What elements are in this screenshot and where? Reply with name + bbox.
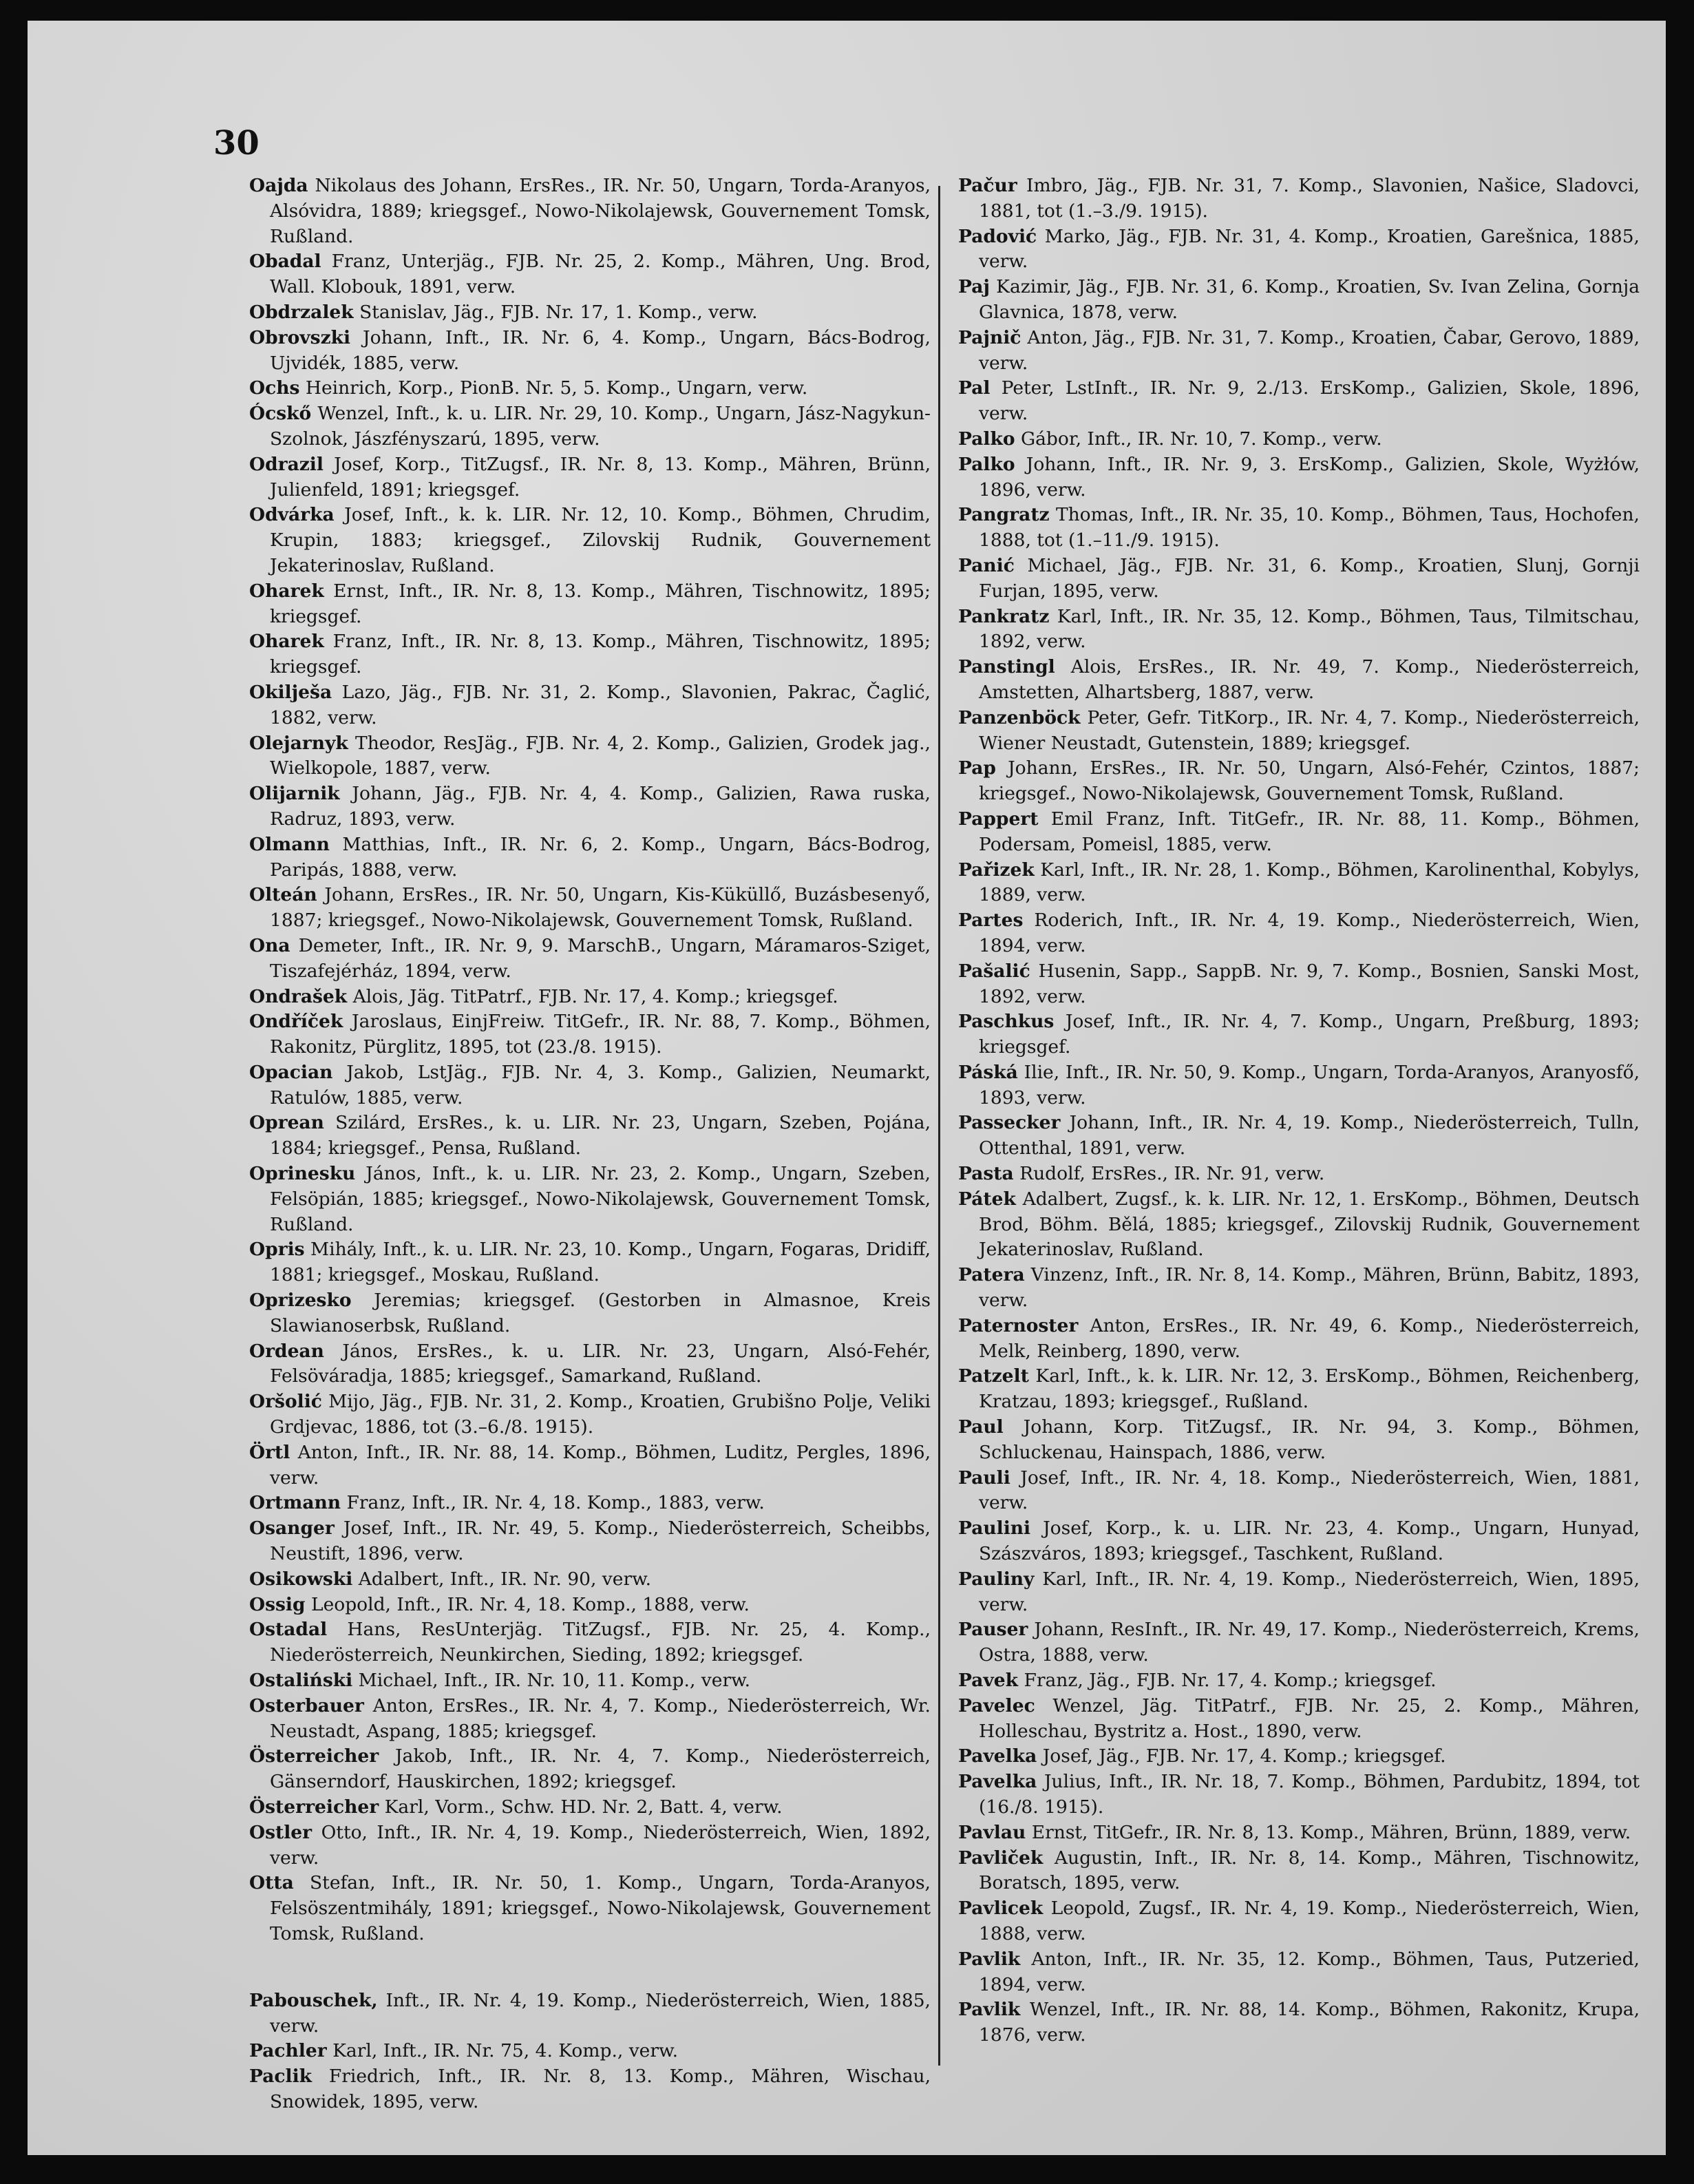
register-entry — [958, 427, 1640, 452]
entry-surname: Pařizek — [958, 859, 1035, 881]
register-entry — [958, 452, 1640, 503]
entry-surname: Obdrzalek — [249, 301, 354, 323]
entry-surname: Olteán — [249, 884, 317, 906]
right-column — [958, 174, 1640, 2048]
entry-surname: Ostadal — [249, 1619, 328, 1641]
register-entry — [958, 1567, 1640, 1618]
entry-surname: Passecker — [958, 1112, 1061, 1134]
register-entry — [249, 1339, 931, 1390]
register-entry — [958, 376, 1640, 427]
register-entry — [249, 1795, 931, 1820]
entry-details: Imbro, Jäg., FJB. Nr. 31, 7. Komp., Slavonien, Našice, Sladovci, 1881, tot (1.–3./9. 1915). — [979, 175, 1640, 222]
register-entry — [249, 832, 931, 883]
register-entry — [249, 1060, 931, 1111]
entry-details: Theodor, ResJäg., FJB. Nr. 4, 2. Komp., Galizien, Grodek jag., Wielkopole, 1887, verw. — [270, 732, 931, 779]
entry-details: Karl, Inft., IR. Nr. 28, 1. Komp., Böhmen, Karolinenthal, Kobylys, 1889, verw. — [979, 859, 1640, 906]
entry-surname: Partes — [958, 910, 1024, 932]
entry-details: Friedrich, Inft., IR. Nr. 8, 13. Komp., Mähren, Wischau, Snowidek, 1895, verw. — [270, 2066, 931, 2112]
entry-surname: Panstingl — [958, 656, 1055, 678]
register-entry — [249, 376, 931, 401]
entry-surname: Paschkus — [958, 1011, 1055, 1033]
register-entry — [249, 985, 931, 1010]
entry-surname: Pavlik — [958, 1948, 1021, 1970]
register-entry — [958, 1263, 1640, 1314]
entry-details: Inft., IR. Nr. 4, 19. Komp., Niederösterreich, Wien, 1885, verw. — [270, 1989, 931, 2037]
register-entry — [249, 1389, 931, 1440]
entry-details: Franz, Inft., IR. Nr. 8, 13. Komp., Mähren, Tischnowitz, 1895; kriegsgef. — [270, 631, 931, 678]
register-entry — [958, 1111, 1640, 1162]
entry-details: Peter, LstInft., IR. Nr. 9, 2./13. ErsKomp., Galizien, Skole, 1896, verw. — [979, 377, 1640, 425]
entry-surname: Padović — [958, 225, 1037, 247]
entry-surname: Odrazil — [249, 453, 324, 475]
register-entry — [249, 1694, 931, 1745]
entry-surname: Oprizesko — [249, 1290, 352, 1312]
entry-surname: Paclik — [249, 2066, 313, 2088]
entry-surname: Pačur — [958, 175, 1017, 196]
entry-surname: Pavelka — [958, 1745, 1037, 1767]
register-entry — [249, 1871, 931, 1946]
entry-details: Jaroslaus, EinjFreiw. TitGefr., IR. Nr. 88, 7. Komp., Böhmen, Rakonitz, Pürglitz, 1895, tot (23./8. 1915). — [270, 1011, 931, 1058]
entry-surname: Pauliny — [958, 1568, 1035, 1590]
entry-surname: Paulini — [958, 1518, 1031, 1540]
entry-surname: Patzelt — [958, 1365, 1029, 1387]
register-entry — [958, 1770, 1640, 1820]
page-scan — [28, 21, 1666, 2155]
register-entry — [249, 1516, 931, 1567]
entry-details: Mihály, Inft., k. u. LIR. Nr. 23, 10. Komp., Ungarn, Fogaras, Dridiff, 1881; kriegsgef., Moskau, Rußland. — [270, 1239, 931, 1286]
entry-details: Peter, Gefr. TitKorp., IR. Nr. 4, 7. Komp., Niederösterreich, Wiener Neustadt, Gutenstein, 1889; kriegsgef. — [979, 706, 1640, 754]
entry-surname: Páská — [958, 1061, 1018, 1083]
entry-surname: Pajnič — [958, 326, 1021, 348]
register-entry — [958, 1009, 1640, 1060]
entry-details: Josef, Korp., TitZugsf., IR. Nr. 8, 13. Komp., Mähren, Brünn, Julienfeld, 1891; kriegsgef. — [270, 453, 931, 501]
page-number: 30 — [213, 124, 260, 162]
register-entry — [958, 1162, 1640, 1187]
entry-details: Karl, Inft., IR. Nr. 75, 4. Komp., verw. — [332, 2040, 678, 2062]
register-entry — [249, 2039, 931, 2064]
entry-surname: Palko — [958, 453, 1015, 475]
register-entry — [249, 1491, 931, 1516]
register-entry — [958, 1364, 1640, 1415]
entry-details: Johann, Inft., IR. Nr. 9, 3. ErsKomp., Galizien, Skole, Wyżłów, 1896, verw. — [979, 453, 1640, 501]
entry-surname: Olejarnyk — [249, 732, 348, 754]
register-entry — [249, 326, 931, 377]
register-entry — [958, 858, 1640, 909]
entry-surname: Opacian — [249, 1061, 333, 1083]
entry-details: Julius, Inft., IR. Nr. 18, 7. Komp., Böhmen, Pardubitz, 1894, tot (16./8. 1915). — [979, 1771, 1640, 1818]
entry-details: Nikolaus des Johann, ErsRes., IR. Nr. 50, Ungarn, Torda-Aranyos, Alsóvidra, 1889; kriegsgef., Nowo-Nikolajewsk, Gouvernement Tomsk, Rußland. — [270, 175, 931, 247]
entry-surname: Obrovszki — [249, 326, 351, 348]
entry-surname: Österreicher — [249, 1745, 379, 1767]
register-entry — [249, 781, 931, 832]
register-entry — [958, 655, 1640, 706]
entry-surname: Pátek — [958, 1188, 1016, 1210]
entry-details: Thomas, Inft., IR. Nr. 35, 10. Komp., Böhmen, Taus, Hochofen, 1888, tot (1.–11./9. 1915). — [979, 504, 1640, 552]
entry-details: Rudolf, ErsRes., IR. Nr. 91, verw. — [1019, 1163, 1325, 1185]
entry-surname: Oharek — [249, 631, 324, 653]
register-entry — [958, 605, 1640, 655]
entry-surname: Ondříček — [249, 1011, 343, 1033]
entry-details: Kazimir, Jäg., FJB. Nr. 31, 6. Komp., Kroatien, Sv. Ivan Zelina, Gornja Glavnica, 1878, verw. — [979, 276, 1640, 323]
register-entry — [249, 300, 931, 326]
entry-details: János, ErsRes., k. u. LIR. Nr. 23, Ungarn, Alsó-Fehér, Felsöváradja, 1885; kriegsgef., Samarkand, Rußland. — [270, 1340, 931, 1387]
entry-surname: Osikowski — [249, 1568, 353, 1590]
entry-surname: Palko — [958, 428, 1015, 450]
entry-details: Johann, ErsRes., IR. Nr. 50, Ungarn, Kis-Küküllő, Buzásbesenyő, 1887; kriegsgef., Nowo-Nikolajewsk, Gouvernement Tomsk, Rußland. — [270, 884, 931, 932]
entry-details: Michael, Inft., IR. Nr. 10, 11. Komp., verw. — [358, 1670, 751, 1692]
entry-surname: Ona — [249, 934, 290, 956]
entry-surname: Österreicher — [249, 1796, 379, 1818]
register-entry — [958, 1617, 1640, 1668]
entry-surname: Pavlicek — [958, 1898, 1044, 1920]
entry-details: Josef, Inft., IR. Nr. 4, 18. Komp., Niederösterreich, Wien, 1881, verw. — [979, 1467, 1640, 1514]
entry-surname: Pavelka — [958, 1771, 1037, 1793]
entry-surname: Pap — [958, 757, 996, 779]
entry-surname: Ordean — [249, 1340, 324, 1362]
register-entry — [249, 680, 931, 731]
entry-surname: Ortmann — [249, 1492, 341, 1514]
register-entry — [958, 1846, 1640, 1897]
entry-details: Ernst, TitGefr., IR. Nr. 8, 13. Komp., Mähren, Brünn, 1889, verw. — [1031, 1821, 1631, 1843]
entry-details: Franz, Jäg., FJB. Nr. 17, 4. Komp.; kriegsgef. — [1024, 1670, 1437, 1692]
register-entry — [958, 1947, 1640, 1998]
entry-details: Wenzel, Jäg. TitPatrf., FJB. Nr. 25, 2. Komp., Mähren, Holleschau, Bystritz a. Host., 1890, verw. — [979, 1694, 1640, 1742]
entry-surname: Odvárka — [249, 504, 335, 526]
entry-details: Demeter, Inft., IR. Nr. 9, 9. MarschB., Ungarn, Máramaros-Sziget, Tiszafejérház, 1894, verw. — [270, 934, 931, 982]
register-entry — [958, 756, 1640, 807]
entry-details: Johann, ResInft., IR. Nr. 49, 17. Komp., Niederösterreich, Krems, Ostra, 1888, verw. — [979, 1619, 1640, 1666]
register-entry — [958, 959, 1640, 1010]
register-entry — [958, 1694, 1640, 1745]
entry-surname: Pavelec — [958, 1694, 1035, 1716]
register-entry — [958, 1668, 1640, 1694]
register-entry — [249, 1744, 931, 1795]
entry-details: Wenzel, Inft., IR. Nr. 88, 14. Komp., Böhmen, Rakonitz, Krupa, 1876, verw. — [979, 1999, 1640, 2046]
entry-details: Alois, ErsRes., IR. Nr. 49, 7. Komp., Niederösterreich, Amstetten, Alhartsberg, 1887, verw. — [979, 656, 1640, 703]
entry-details: Hans, ResUnterjäg. TitZugsf., FJB. Nr. 25, 4. Komp., Niederösterreich, Neunkirchen, Sieding, 1892; kriegsgef. — [270, 1619, 931, 1666]
entry-details: Alois, Jäg. TitPatrf., FJB. Nr. 17, 4. Komp.; kriegsgef. — [352, 985, 838, 1007]
entry-details: Ernst, Inft., IR. Nr. 8, 13. Komp., Mähren, Tischnowitz, 1895; kriegsgef. — [270, 580, 931, 627]
entry-details: Marko, Jäg., FJB. Nr. 31, 4. Komp., Kroatien, Garešnica, 1885, verw. — [979, 225, 1640, 273]
register-entry — [249, 1009, 931, 1060]
entry-details: Josef, Jäg., FJB. Nr. 17, 4. Komp.; kriegsgef. — [1042, 1745, 1446, 1767]
register-entry — [958, 1060, 1640, 1111]
register-entry — [958, 1516, 1640, 1567]
register-entry — [249, 1111, 931, 1162]
entry-details: Anton, Inft., IR. Nr. 35, 12. Komp., Böhmen, Taus, Putzeried, 1894, verw. — [979, 1948, 1640, 1995]
register-entry — [958, 554, 1640, 605]
entry-surname: Örtl — [249, 1441, 290, 1463]
entry-surname: Pašalić — [958, 960, 1030, 982]
register-entry — [249, 1668, 931, 1694]
entry-details: Anton, ErsRes., IR. Nr. 4, 7. Komp., Niederösterreich, Wr. Neustadt, Aspang, 1885; kriegsgef. — [270, 1694, 931, 1742]
entry-surname: Ostaliński — [249, 1670, 353, 1692]
entry-surname: Okilješa — [249, 681, 332, 703]
register-entry — [249, 1617, 931, 1668]
entry-details: Karl, Inft., k. k. LIR. Nr. 12, 3. ErsKomp., Böhmen, Reichenberg, Kratzau, 1893; kriegsgef., Rußland. — [979, 1365, 1640, 1413]
register-entry — [249, 174, 931, 249]
entry-details: Anton, Jäg., FJB. Nr. 31, 7. Komp., Kroatien, Čabar, Gerovo, 1889, verw. — [979, 326, 1640, 374]
entry-details: Leopold, Zugsf., IR. Nr. 4, 19. Komp., Niederösterreich, Wien, 1888, verw. — [979, 1898, 1640, 1944]
entry-details: Karl, Inft., IR. Nr. 4, 19. Komp., Niederösterreich, Wien, 1895, verw. — [979, 1568, 1640, 1615]
register-entry — [958, 174, 1640, 224]
entry-details: Franz, Inft., IR. Nr. 4, 18. Komp., 1883, verw. — [346, 1492, 765, 1514]
entry-surname: Pavek — [958, 1670, 1019, 1692]
entry-details: Jeremias; kriegsgef. (Gestorben in Almasnoe, Kreis Slawianoserbsk, Rußland. — [270, 1290, 931, 1336]
register-entry — [249, 503, 931, 578]
register-entry — [249, 249, 931, 300]
entry-details: Johann, Inft., IR. Nr. 4, 19. Komp., Niederösterreich, Tulln, Ottenthal, 1891, verw. — [979, 1112, 1640, 1159]
entry-surname: Ondrašek — [249, 985, 348, 1007]
register-entry — [249, 1288, 931, 1339]
entry-surname: Ostler — [249, 1821, 313, 1843]
entry-details: Karl, Inft., IR. Nr. 35, 12. Komp., Böhmen, Taus, Tilmitschau, 1892, verw. — [979, 605, 1640, 653]
register-entry — [958, 326, 1640, 377]
entry-surname: Pauli — [958, 1467, 1010, 1489]
entry-surname: Paul — [958, 1416, 1004, 1438]
entry-surname: Pauser — [958, 1619, 1028, 1641]
register-entry — [249, 579, 931, 630]
entry-details: Johann, Jäg., FJB. Nr. 4, 4. Komp., Galizien, Rawa ruska, Radruz, 1893, verw. — [270, 783, 931, 830]
entry-surname: Pal — [958, 377, 991, 399]
entry-surname: Pankratz — [958, 605, 1050, 627]
entry-surname: Obadal — [249, 251, 321, 273]
entry-surname: Paternoster — [958, 1314, 1079, 1336]
register-entry — [249, 452, 931, 503]
register-entry — [249, 883, 931, 934]
register-entry — [249, 1237, 931, 1288]
entry-details: Matthias, Inft., IR. Nr. 6, 2. Komp., Ungarn, Bács-Bodrog, Paripás, 1888, verw. — [270, 833, 931, 881]
entry-surname: Ossig — [249, 1593, 306, 1615]
entry-surname: Otta — [249, 1872, 294, 1894]
entry-details: Otto, Inft., IR. Nr. 4, 19. Komp., Niederösterreich, Wien, 1892, verw. — [270, 1821, 931, 1869]
register-entry — [249, 1988, 931, 2039]
entry-surname: Pabouschek, — [249, 1989, 378, 2011]
entry-details: Heinrich, Korp., PionB. Nr. 5, 5. Komp., Ungarn, verw. — [305, 377, 808, 399]
register-entry — [958, 706, 1640, 757]
register-entry — [958, 908, 1640, 959]
entry-surname: Patera — [958, 1264, 1025, 1286]
entry-details: Adalbert, Inft., IR. Nr. 90, verw. — [358, 1568, 652, 1590]
entry-details: Stanislav, Jäg., FJB. Nr. 17, 1. Komp., verw. — [359, 301, 758, 323]
entry-surname: Osanger — [249, 1518, 335, 1540]
entry-surname: Pangratz — [958, 504, 1050, 526]
entry-details: Mijo, Jäg., FJB. Nr. 31, 2. Komp., Kroatien, Grubišno Polje, Veliki Grdjevac, 1886, tot (3.–6./8. 1915). — [270, 1391, 931, 1438]
register-entry — [249, 1567, 931, 1593]
register-entry — [958, 1744, 1640, 1770]
entry-surname: Pasta — [958, 1163, 1014, 1185]
entry-details: Jakob, LstJäg., FJB. Nr. 4, 3. Komp., Galizien, Neumarkt, Ratulów, 1885, verw. — [270, 1061, 931, 1109]
register-entry — [958, 807, 1640, 858]
entry-details: Josef, Inft., IR. Nr. 49, 5. Komp., Niederösterreich, Scheibbs, Neustift, 1896, verw. — [270, 1518, 931, 1565]
entry-details: Josef, Korp., k. u. LIR. Nr. 23, 4. Komp., Ungarn, Hunyad, Szászváros, 1893; kriegsgef., Taschkent, Rußland. — [979, 1518, 1640, 1565]
entry-details: Josef, Inft., IR. Nr. 4, 7. Komp., Ungarn, Preßburg, 1893; kriegsgef. — [979, 1011, 1640, 1058]
entry-details: Anton, ErsRes., IR. Nr. 49, 6. Komp., Niederösterreich, Melk, Reinberg, 1890, verw. — [979, 1314, 1640, 1362]
register-entry — [958, 1466, 1640, 1517]
entry-surname: Ócskő — [249, 403, 312, 425]
entry-details: Karl, Vorm., Schw. HD. Nr. 2, Batt. 4, verw. — [384, 1796, 783, 1818]
entry-surname: Pavlik — [958, 1999, 1021, 2021]
register-entry — [958, 1314, 1640, 1365]
entry-details: Anton, Inft., IR. Nr. 88, 14. Komp., Böhmen, Luditz, Pergles, 1896, verw. — [270, 1441, 931, 1489]
register-entry — [249, 401, 931, 452]
entry-surname: Oajda — [249, 175, 308, 196]
section-gap — [249, 1947, 931, 1988]
entry-details: Adalbert, Zugsf., k. k. LIR. Nr. 12, 1. ErsKomp., Böhmen, Deutsch Brod, Böhm. Bělá, 1885; kriegsgef., Zilovskij Rudnik, Gouvernement Jekaterinoslav, Rußland. — [979, 1188, 1640, 1261]
register-entry — [249, 2064, 931, 2115]
entry-details: Josef, Inft., k. k. LIR. Nr. 12, 10. Komp., Böhmen, Chrudim, Krupin, 1883; kriegsgef., Zilovskij Rudnik, Gouvernement Jekaterinoslav, Rußland. — [270, 504, 931, 576]
entry-details: Husenin, Sapp., SappB. Nr. 9, 7. Komp., Bosnien, Sanski Most, 1892, verw. — [979, 960, 1640, 1007]
entry-surname: Oršolić — [249, 1391, 322, 1413]
entry-details: Michael, Jäg., FJB. Nr. 31, 6. Komp., Kroatien, Slunj, Gornji Furjan, 1895, verw. — [979, 554, 1640, 602]
entry-details: Jakob, Inft., IR. Nr. 4, 7. Komp., Niederösterreich, Gänserndorf, Hauskirchen, 1892; kriegsgef. — [270, 1745, 931, 1793]
entry-surname: Ochs — [249, 377, 300, 399]
entry-surname: Pavlau — [958, 1821, 1026, 1843]
entry-details: Ilie, Inft., IR. Nr. 50, 9. Komp., Ungarn, Torda-Aranyos, Aranyosfő, 1893, verw. — [979, 1061, 1640, 1109]
entry-details: Emil Franz, Inft. TitGefr., IR. Nr. 88, 11. Komp., Böhmen, Podersam, Pomeisl, 1885, verw. — [979, 808, 1640, 855]
register-entry — [958, 1896, 1640, 1947]
entry-surname: Paj — [958, 276, 990, 298]
register-entry — [249, 1820, 931, 1871]
entry-details: Lazo, Jäg., FJB. Nr. 31, 2. Komp., Slavonien, Pakrac, Čaglić, 1882, verw. — [270, 681, 931, 728]
entry-details: Vinzenz, Inft., IR. Nr. 8, 14. Komp., Mähren, Brünn, Babitz, 1893, verw. — [979, 1264, 1640, 1312]
entry-details: Wenzel, Inft., k. u. LIR. Nr. 29, 10. Komp., Ungarn, Jász-Nagykun-Szolnok, Jászfényszarú, 1895, verw. — [270, 403, 931, 450]
column-divider — [938, 186, 940, 2066]
register-entry — [958, 275, 1640, 326]
register-entry — [958, 1997, 1640, 2048]
register-entry — [249, 629, 931, 680]
entry-details: János, Inft., k. u. LIR. Nr. 23, 2. Komp., Ungarn, Szeben, Felsöpián, 1885; kriegsgef., Nowo-Nikolajewsk, Gouvernement Tomsk, Rußland. — [270, 1163, 931, 1235]
entry-surname: Opris — [249, 1239, 305, 1261]
entry-surname: Panić — [958, 554, 1015, 576]
register-entry — [249, 934, 931, 985]
entry-surname: Panzenböck — [958, 706, 1081, 728]
entry-surname: Pappert — [958, 808, 1039, 830]
entry-details: Johann, Inft., IR. Nr. 6, 4. Komp., Ungarn, Bács-Bodrog, Ujvidék, 1885, verw. — [270, 326, 931, 374]
entry-details: Szilárd, ErsRes., k. u. LIR. Nr. 23, Ungarn, Szeben, Pojána, 1884; kriegsgef., Pensa, Rußland. — [270, 1112, 931, 1159]
entry-details: Augustin, Inft., IR. Nr. 8, 14. Komp., Mähren, Tischnowitz, Boratsch, 1895, verw. — [979, 1847, 1640, 1894]
entry-details: Johann, Korp. TitZugsf., IR. Nr. 94, 3. Komp., Böhmen, Schluckenau, Hainspach, 1886, verw. — [979, 1416, 1640, 1463]
register-entry — [249, 731, 931, 782]
entry-surname: Oprean — [249, 1112, 324, 1134]
register-entry — [958, 1415, 1640, 1466]
register-entry — [958, 224, 1640, 275]
register-entry — [249, 1593, 931, 1618]
entry-surname: Pachler — [249, 2040, 327, 2062]
entry-surname: Osterbauer — [249, 1694, 364, 1716]
entry-details: Leopold, Inft., IR. Nr. 4, 18. Komp., 1888, verw. — [310, 1593, 750, 1615]
entry-surname: Oprinesku — [249, 1163, 356, 1185]
entry-surname: Olmann — [249, 833, 330, 855]
register-entry — [249, 1440, 931, 1491]
entry-surname: Pavliček — [958, 1847, 1044, 1869]
entry-details: Franz, Unterjäg., FJB. Nr. 25, 2. Komp., Mähren, Ung. Brod, Wall. Klobouk, 1891, verw. — [270, 251, 931, 298]
entry-details: Roderich, Inft., IR. Nr. 4, 19. Komp., Niederösterreich, Wien, 1894, verw. — [979, 910, 1640, 956]
left-column — [249, 174, 931, 2115]
register-entry — [249, 1162, 931, 1237]
register-entry — [958, 1820, 1640, 1846]
register-entry — [958, 503, 1640, 554]
entry-details: Johann, ErsRes., IR. Nr. 50, Ungarn, Alsó-Fehér, Czintos, 1887; kriegsgef., Nowo-Nikolajewsk, Gouvernement Tomsk, Rußland. — [979, 757, 1640, 805]
entry-details: Gábor, Inft., IR. Nr. 10, 7. Komp., verw. — [1020, 428, 1382, 450]
register-entry — [958, 1187, 1640, 1263]
entry-details: Stefan, Inft., IR. Nr. 50, 1. Komp., Ungarn, Torda-Aranyos, Felsöszentmihály, 1891; kriegsgef., Nowo-Nikolajewsk, Gouvernement Tomsk, Rußland. — [270, 1872, 931, 1944]
entry-surname: Olijarnik — [249, 783, 340, 805]
entry-surname: Oharek — [249, 580, 324, 602]
